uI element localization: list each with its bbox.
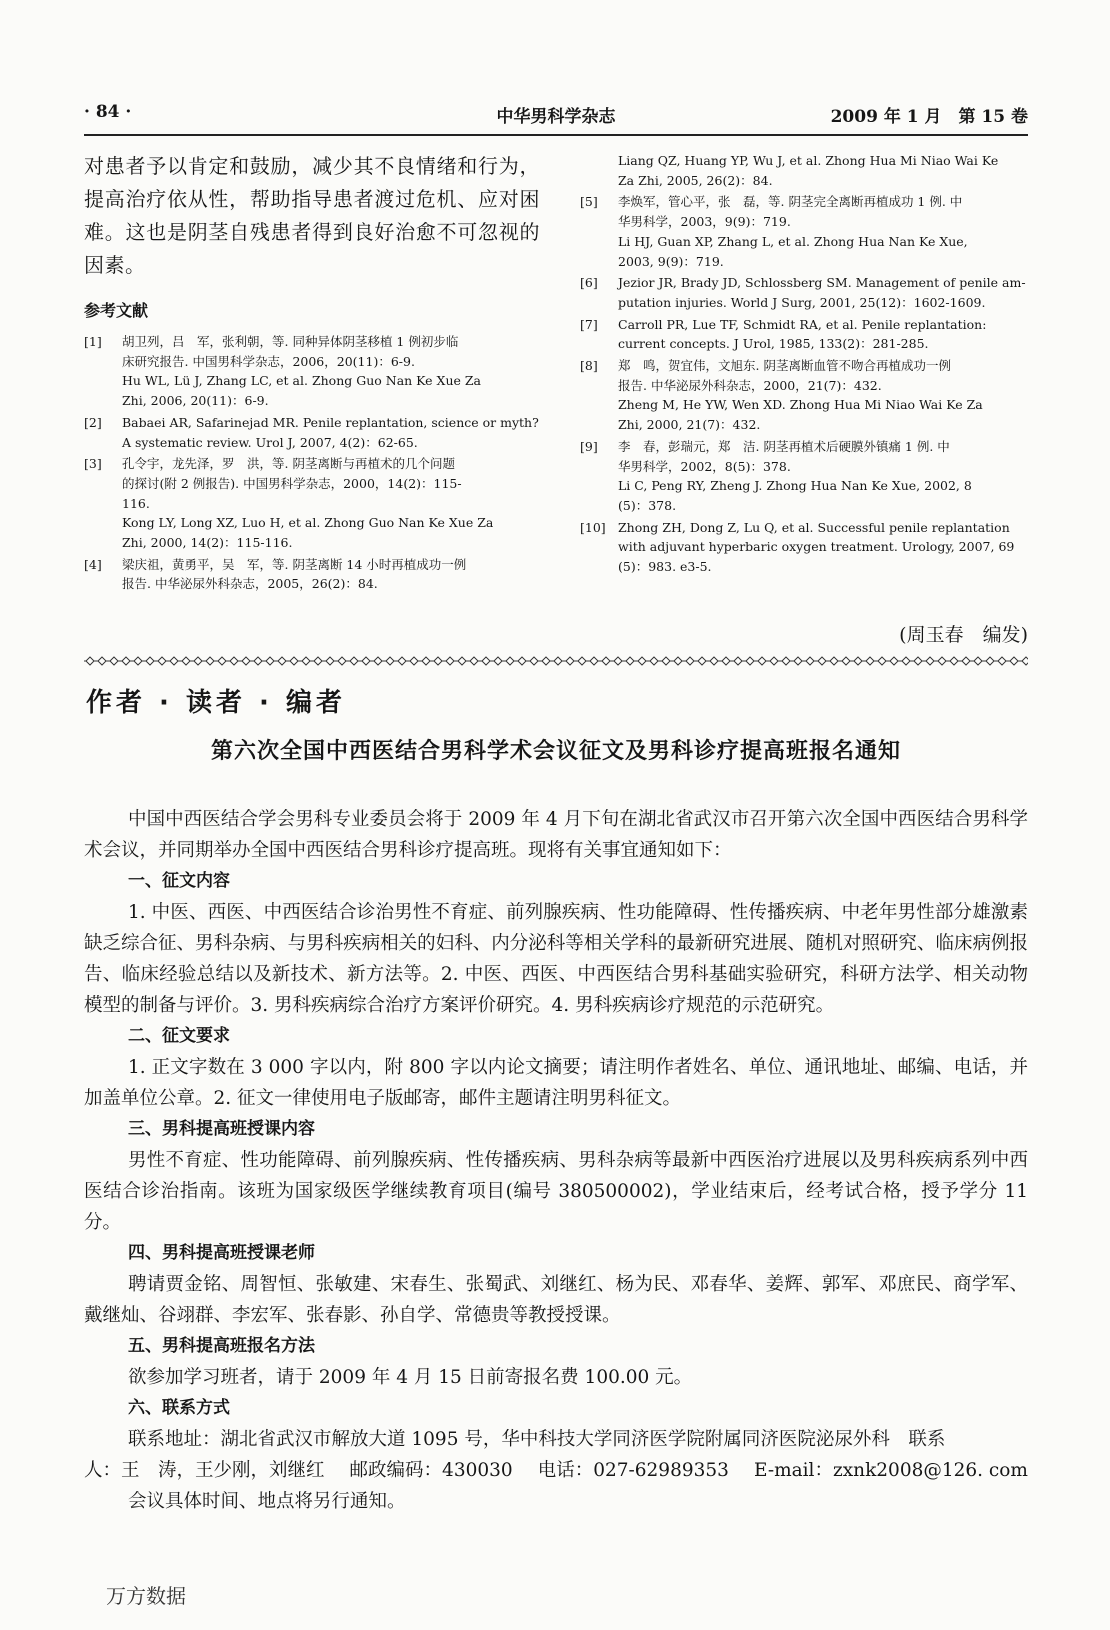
reference-number: [7] xyxy=(580,316,598,332)
notice-intro: 中国中西医结合学会男科专业委员会将于 2009 年 4 月下旬在湖北省武汉市召开第六次全国中西医结合男科学术会议，并同期举办全国中西医结合男科诊疗提高班。现将有关事宜通知如下： xyxy=(84,809,1028,861)
reference-line: Zheng M, He YW, Wen XD. Zhong Hua Mi Niao Wai Ke Za xyxy=(618,397,983,413)
contact-postcode: 邮政编码：430030 xyxy=(349,1460,513,1481)
reference-text xyxy=(618,273,1028,312)
references-right-column xyxy=(580,151,1028,577)
reference-line: (5)：983. e3-5. xyxy=(618,559,712,575)
watermark: 万方数据 xyxy=(106,1584,186,1608)
reference-line: Carroll PR, Lue TF, Schmidt RA, et al. Penile replantation: xyxy=(618,316,987,332)
reference-line: 床研究报告. 中国男科学杂志，2006，20(11)：6-9. xyxy=(122,353,415,369)
section-body: 1. 正文字数在 3 000 字以内，附 800 字以内论文摘要；请注明作者姓名、单位、通讯地址、邮编、电话，并加盖单位公章。2. 征文一律使用电子版邮寄，邮件主题请注明男科征文。 xyxy=(84,1057,1028,1109)
reference-text xyxy=(618,437,1028,516)
page-number: · 84 · xyxy=(84,102,132,122)
reference-line: (5)：378. xyxy=(618,497,677,513)
reference-number: [3] xyxy=(84,456,102,472)
reference-text xyxy=(618,192,1028,271)
reference-number xyxy=(580,151,618,190)
reference-number: [9] xyxy=(580,438,598,454)
reference-line: A systematic review. Urol J, 2007, 4(2)：62-65. xyxy=(122,434,418,450)
reference-number: [2] xyxy=(84,414,102,430)
reference-number: [8] xyxy=(580,358,598,374)
reference-entry xyxy=(84,332,540,411)
reference-line: 华男科学，2002，8(5)：378. xyxy=(618,458,791,474)
reference-line: Zhi, 2000, 21(7)：432. xyxy=(618,417,761,433)
reference-line: Zhi, 2000, 14(2)：115-116. xyxy=(122,535,293,551)
reference-line: putation injuries. World J Surg, 2001, 25(12)：1602-1609. xyxy=(618,294,986,310)
page-header xyxy=(84,96,1028,136)
section-body: 聘请贾金铭、周智恒、张敏建、宋春生、张蜀武、刘继红、杨为民、邓春华、姜辉、郭军、邓庶民、商学军、戴继灿、谷翊群、李宏军、张春影、孙自学、常德贵等教授授课。 xyxy=(84,1274,1028,1326)
reference-line: 梁庆祖，黄勇平，吴 军，等. 阴茎离断 14 小时再植成功一例 xyxy=(122,556,467,572)
section-title: 四、男科提高班授课老师 xyxy=(128,1243,315,1263)
reference-text xyxy=(122,332,540,411)
references-left-column xyxy=(84,332,540,594)
issue-info: 2009 年 1 月 第 15 卷 xyxy=(830,107,1028,127)
reference-number: [1] xyxy=(84,334,102,349)
section-title: 二、征文要求 xyxy=(128,1026,230,1046)
reference-line: 胡卫列，吕 军，张利朝，等. 同种异体阴茎移植 1 例初步临 xyxy=(122,334,459,349)
column-name: 作者 · 读者 · 编者 xyxy=(86,688,346,718)
reference-text xyxy=(618,315,1028,354)
reference-text xyxy=(618,518,1028,577)
reference-entry xyxy=(580,518,1028,577)
reference-line: with adjuvant hyperbaric oxygen treatment. Urology, 2007, 69 xyxy=(618,539,1015,555)
reference-line: Hu WL, Lü J, Zhang LC, et al. Zhong Guo Nan Ke Xue Za xyxy=(122,373,482,389)
section-body: 1. 中医、西医、中西医结合诊治男性不育症、前列腺疾病、性功能障碍、性传播疾病、中老年男性部分雄激素缺乏综合征、男科杂病、与男科疾病相关的妇科、内分泌科等相关学科的最新研究进展、随机对照研究、临床病例报告、临床经验总结以及新技术、新方法等。2. 中医、西医、中西医结合男科基础实验研究，科研方法学、相关动物模型的制备与评价。3. 男科疾病综合治疗方案评价研究。4. 男科疾病诊疗规范的示范研究。 xyxy=(84,902,1028,1016)
contact-email: E-mail：zxnk2008@126. com xyxy=(753,1460,1028,1481)
ornamental-divider xyxy=(84,656,1028,666)
reference-line: current concepts. J Urol, 1985, 133(2)：281-285. xyxy=(618,336,929,352)
reference-line: Li C, Peng RY, Zheng J. Zhong Hua Nan Ke Xue, 2002, 8 xyxy=(618,478,972,494)
reference-line: Jezior JR, Brady JD, Schlossberg SM. Management of penile am- xyxy=(618,275,1026,291)
reference-text xyxy=(122,454,540,553)
contact-phone: 电话：027-62989353 xyxy=(537,1460,729,1481)
reference-entry xyxy=(580,192,1028,271)
notice-body xyxy=(84,804,1028,1517)
reference-entry xyxy=(580,356,1028,435)
reference-line: Zhi, 2006, 20(11)：6-9. xyxy=(122,393,269,409)
reference-text xyxy=(122,555,540,594)
reference-line: 116. xyxy=(122,495,150,511)
journal-name: 中华男科学杂志 xyxy=(496,107,616,127)
reference-line: 郑 鸣，贺宜伟，文旭东. 阴茎离断血管不吻合再植成功一例 xyxy=(618,358,951,374)
reference-line: Babaei AR, Safarinejad MR. Penile replantation, science or myth? xyxy=(122,414,539,430)
notice-title: 第六次全国中西医结合男科学术会议征文及男科诊疗提高班报名通知 xyxy=(210,739,901,764)
reference-entry xyxy=(580,273,1028,312)
reference-line: Zhong ZH, Dong Z, Lu Q, et al. Successful penile replantation xyxy=(618,519,1010,535)
reference-line: Li HJ, Guan XP, Zhang L, et al. Zhong Hua Nan Ke Xue, xyxy=(618,233,968,249)
reference-line: Za Zhi, 2005, 26(2)：84. xyxy=(618,172,773,188)
continued-paragraph: 对患者予以肯定和鼓励，减少其不良情绪和行为，提高治疗依从性，帮助指导患者渡过危机、应对困难。这也是阴茎自残患者得到良好治愈不可忽视的因素。 xyxy=(84,154,540,277)
contact-details xyxy=(84,1455,1028,1486)
reference-line: Liang QZ, Huang YP, Wu J, et al. Zhong Hua Mi Niao Wai Ke xyxy=(618,153,999,168)
editor-note: (周玉春 编发) xyxy=(899,624,1028,646)
reference-line: 孔令宇，龙先泽，罗 洪，等. 阴茎离断与再植术的几个问题 xyxy=(122,456,455,472)
reference-entry xyxy=(580,437,1028,516)
reference-entry xyxy=(580,315,1028,354)
reference-entry xyxy=(84,454,540,553)
reference-line: 李 春，彭瑞元，郑 洁. 阴茎再植术后硬膜外镇痛 1 例. 中 xyxy=(618,438,950,454)
section-title: 三、男科提高班授课内容 xyxy=(128,1119,315,1139)
reference-entry xyxy=(84,555,540,594)
reference-line: 报告. 中华泌尿外科杂志，2005，26(2)：84. xyxy=(122,576,378,592)
reference-number: [10] xyxy=(580,519,606,535)
header-rule xyxy=(84,134,1028,136)
reference-text xyxy=(618,151,1028,190)
reference-line: 的探讨(附 2 例报告). 中国男科学杂志，2000，14(2)：115- xyxy=(122,475,462,491)
reference-entry xyxy=(580,151,1028,190)
references-heading: 参考文献 xyxy=(84,301,149,320)
section-title: 六、联系方式 xyxy=(128,1398,230,1418)
notice-closing: 会议具体时间、地点将另行通知。 xyxy=(128,1491,406,1512)
reference-text xyxy=(122,413,540,452)
reference-line: 2003, 9(9)：719. xyxy=(618,253,724,269)
reference-text xyxy=(618,356,1028,435)
reference-line: 华男科学，2003，9(9)：719. xyxy=(618,214,791,230)
contact-people: 人：王 涛，王少刚，刘继红 xyxy=(84,1460,325,1481)
reference-line: 李焕军，管心平，张 磊，等. 阴茎完全离断再植成功 1 例. 中 xyxy=(618,194,963,210)
reference-number: [6] xyxy=(580,275,598,291)
contact-address: 联系地址：湖北省武汉市解放大道 1095 号，华中科技大学同济医学院附属同济医院泌尿外科 联系 xyxy=(128,1429,946,1450)
section-title: 一、征文内容 xyxy=(128,871,230,891)
reference-number: [5] xyxy=(580,194,598,210)
reference-number: [4] xyxy=(84,556,102,572)
reference-line: 报告. 中华泌尿外科杂志，2000，21(7)：432. xyxy=(618,377,882,393)
section-body: 男性不育症、性功能障碍、前列腺疾病、性传播疾病、男科杂病等最新中西医治疗进展以及男科疾病系列中西医结合诊治指南。该班为国家级医学继续教育项目(编号 380500002)，学业结束后，经考试合格，授予学分 11 分。 xyxy=(84,1150,1028,1233)
section-title: 五、男科提高班报名方法 xyxy=(128,1336,315,1356)
reference-entry xyxy=(84,413,540,452)
section-body: 欲参加学习班者，请于 2009 年 4 月 15 日前寄报名费 100.00 元。 xyxy=(128,1367,693,1388)
reference-line: Kong LY, Long XZ, Luo H, et al. Zhong Guo Nan Ke Xue Za xyxy=(122,515,494,531)
